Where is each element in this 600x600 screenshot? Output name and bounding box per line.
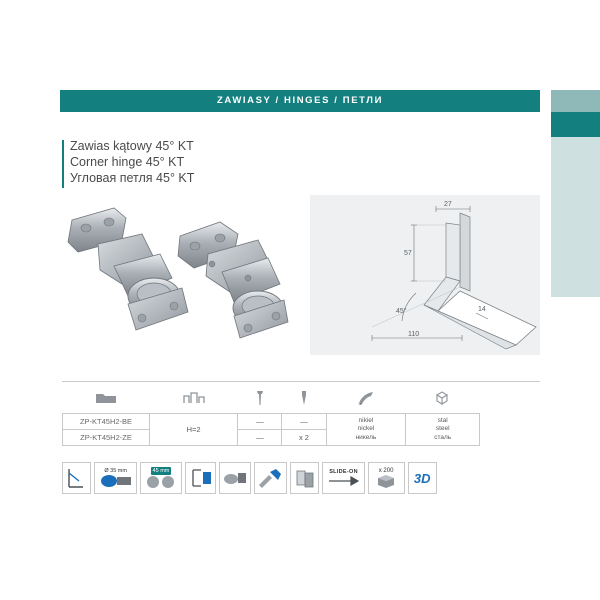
- row1-material: [406, 414, 480, 446]
- row1-h: H=2: [150, 414, 238, 446]
- material-pl: stal: [437, 416, 448, 424]
- finish-ru: никель: [355, 433, 377, 441]
- svg-text:110: 110: [408, 331, 420, 338]
- row2-code: ZP-KT45H2-ZE: [63, 430, 150, 446]
- cup-diameter-label: Ø 35 mm: [104, 468, 127, 474]
- svg-text:57: 57: [404, 250, 412, 257]
- svg-text:14: 14: [478, 306, 486, 313]
- hinge-photo: [62, 200, 297, 355]
- table-icon-header-row: [63, 385, 480, 414]
- hinge-profile-icon: [150, 385, 238, 414]
- drilling-depth-icon: [140, 462, 182, 494]
- material-en: steel: [435, 425, 450, 433]
- table-top-rule: [62, 381, 540, 382]
- adjustment-icon: [219, 462, 250, 494]
- finish-pl: nikiel: [358, 416, 374, 424]
- svg-text:45°: 45°: [396, 308, 407, 315]
- three-d-icon: [408, 462, 437, 494]
- screw-icon: [238, 385, 282, 414]
- packaging-icon: [406, 385, 480, 414]
- technical-drawing: [310, 195, 540, 355]
- mounting-plate-icon: [185, 462, 216, 494]
- feature-strip: [62, 462, 440, 494]
- carton-quantity-icon: [368, 462, 405, 494]
- slide-on-icon: [322, 462, 364, 494]
- cup-diameter-icon: [94, 462, 136, 494]
- door-overlay-icon: [290, 462, 319, 494]
- spec-table: [62, 385, 480, 446]
- row1-screw: —: [238, 414, 282, 430]
- title-en: Corner hinge 45° KT: [70, 155, 185, 169]
- title-ru: Угловая петля 45° KT: [70, 171, 195, 185]
- title-pl: Zawias kątowy 45° KT: [70, 139, 194, 153]
- svg-text:27: 27: [444, 201, 452, 208]
- dowel-icon: [282, 385, 326, 414]
- page-title: ZAWIASY / HINGES / ПЕТЛИ: [217, 95, 383, 106]
- row1-dowel: —: [282, 414, 326, 430]
- row1-code: ZP-KT45H2-BE: [63, 414, 150, 430]
- header-band: [60, 90, 540, 112]
- material-ru: сталь: [434, 433, 452, 441]
- side-tab-light: [551, 90, 600, 112]
- slide-on-label: SLIDE-ON: [329, 469, 358, 475]
- carton-quantity-label: x 200: [378, 468, 394, 474]
- screw-fixing-icon: [254, 462, 287, 494]
- row2-screw: —: [238, 430, 282, 446]
- folder-icon: [63, 385, 150, 414]
- product-titles: [62, 138, 392, 186]
- side-tab-pale: [551, 137, 600, 297]
- row1-finish: [326, 414, 406, 446]
- opening-angle-icon: [62, 462, 91, 494]
- table-row: [63, 414, 480, 430]
- three-d-label: 3D: [413, 470, 431, 486]
- finish-icon: [326, 385, 406, 414]
- finish-en: nickel: [357, 425, 375, 433]
- side-tab-dark: [551, 112, 600, 137]
- drilling-depth-label: 45 mm: [152, 468, 170, 474]
- row2-dowel: x 2: [282, 430, 326, 446]
